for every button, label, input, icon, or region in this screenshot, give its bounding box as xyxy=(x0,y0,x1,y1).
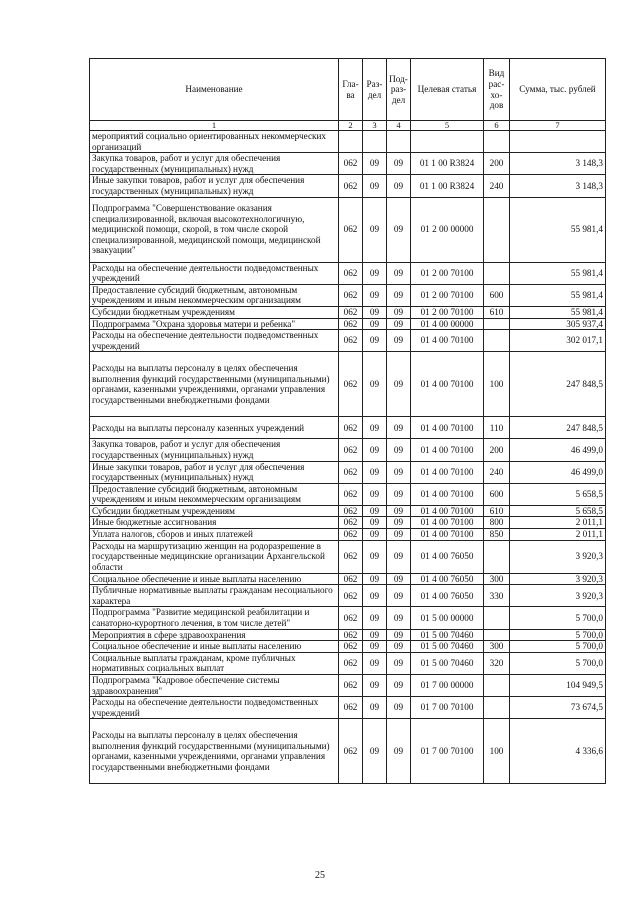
row-glava: 062 xyxy=(339,461,363,483)
row-podrazdel: 09 xyxy=(387,607,411,629)
row-vid: 610 xyxy=(484,306,510,318)
column-number: 6 xyxy=(484,121,510,131)
row-vid xyxy=(484,262,510,284)
row-razdel: 09 xyxy=(363,652,387,674)
row-vid: 200 xyxy=(484,153,510,175)
row-podrazdel: 09 xyxy=(387,483,411,505)
row-glava: 062 xyxy=(339,641,363,653)
row-name: Подпрограмма "Совершенствование оказания специализированной, включая высокотехнологичную, медицинской помощи, скорой, в том числе скорой специализированной, медицинской помощи, медицинской эвакуации" xyxy=(90,197,339,262)
row-glava: 062 xyxy=(339,505,363,517)
row-vid xyxy=(484,697,510,719)
row-glava: 062 xyxy=(339,629,363,641)
row-target: 01 2 00 00000 xyxy=(411,197,484,262)
table-row xyxy=(90,719,606,784)
row-sum: 5 658,5 xyxy=(510,483,606,505)
page-number: 25 xyxy=(315,870,325,881)
row-glava: 062 xyxy=(339,153,363,175)
row-vid: 300 xyxy=(484,641,510,653)
header-name: Наименование xyxy=(90,59,339,121)
row-target: 01 2 00 70100 xyxy=(411,262,484,284)
row-glava: 062 xyxy=(339,483,363,505)
row-razdel: 09 xyxy=(363,284,387,306)
row-name: Подпрограмма "Кадровое обеспечение системы здравоохранения" xyxy=(90,675,339,697)
row-target: 01 4 00 70100 xyxy=(411,483,484,505)
row-razdel: 09 xyxy=(363,573,387,585)
row-glava: 062 xyxy=(339,540,363,573)
row-target: 01 4 00 00000 xyxy=(411,318,484,330)
row-razdel: 09 xyxy=(363,675,387,697)
row-podrazdel: 09 xyxy=(387,719,411,784)
row-target: 01 4 00 70100 xyxy=(411,505,484,517)
row-name: Расходы на обеспечение деятельности подведомственных учреждений xyxy=(90,697,339,719)
table-row xyxy=(90,641,606,653)
row-glava: 062 xyxy=(339,197,363,262)
row-target: 01 1 00 R3824 xyxy=(411,153,484,175)
row-glava: 062 xyxy=(339,417,363,439)
row-sum: 104 949,5 xyxy=(510,675,606,697)
row-vid xyxy=(484,629,510,641)
row-razdel xyxy=(363,131,387,153)
row-name: Закупка товаров, работ и услуг для обеспечения государственных (муниципальных) нужд xyxy=(90,153,339,175)
table-row xyxy=(90,652,606,674)
row-name: Закупка товаров, работ и услуг для обеспечения государственных (муниципальных) нужд xyxy=(90,439,339,461)
row-glava: 062 xyxy=(339,529,363,541)
row-vid xyxy=(484,197,510,262)
row-razdel: 09 xyxy=(363,483,387,505)
row-glava: 062 xyxy=(339,697,363,719)
table-row xyxy=(90,573,606,585)
table-row xyxy=(90,675,606,697)
row-name: Подпрограмма "Охрана здоровья матери и ребенка" xyxy=(90,318,339,330)
row-vid: 320 xyxy=(484,652,510,674)
table-row xyxy=(90,585,606,607)
row-target: 01 7 00 70100 xyxy=(411,697,484,719)
table-row xyxy=(90,330,606,352)
row-razdel: 09 xyxy=(363,461,387,483)
column-number: 1 xyxy=(90,121,339,131)
table-row xyxy=(90,352,606,417)
column-number: 4 xyxy=(387,121,411,131)
row-sum: 305 937,4 xyxy=(510,318,606,330)
row-vid: 610 xyxy=(484,505,510,517)
row-razdel: 09 xyxy=(363,607,387,629)
row-vid xyxy=(484,131,510,153)
row-razdel: 09 xyxy=(363,417,387,439)
table-row xyxy=(90,284,606,306)
row-sum: 302 017,1 xyxy=(510,330,606,352)
row-podrazdel: 09 xyxy=(387,517,411,529)
row-target: 01 5 00 00000 xyxy=(411,607,484,629)
table-row xyxy=(90,262,606,284)
row-sum: 3 920,3 xyxy=(510,540,606,573)
row-sum: 46 499,0 xyxy=(510,439,606,461)
row-razdel: 09 xyxy=(363,505,387,517)
row-glava: 062 xyxy=(339,352,363,417)
row-vid: 100 xyxy=(484,352,510,417)
row-sum: 73 674,5 xyxy=(510,697,606,719)
row-podrazdel: 09 xyxy=(387,652,411,674)
header-target: Целевая статья xyxy=(411,59,484,121)
row-razdel: 09 xyxy=(363,529,387,541)
table-row xyxy=(90,197,606,262)
row-razdel: 09 xyxy=(363,197,387,262)
row-sum: 5 700,0 xyxy=(510,641,606,653)
row-name: Публичные нормативные выплаты гражданам несоциального характера xyxy=(90,585,339,607)
column-number: 3 xyxy=(363,121,387,131)
row-podrazdel xyxy=(387,131,411,153)
row-name: Субсидии бюджетным учреждениям xyxy=(90,505,339,517)
row-name: Расходы на выплаты персоналу в целях обеспечения выполнения функций государственными (муниципальными) органами, казенными учреждениями, органами управления государственными внебюджетными фондами xyxy=(90,719,339,784)
table-row xyxy=(90,629,606,641)
row-name: Расходы на обеспечение деятельности подведомственных учреждений xyxy=(90,330,339,352)
row-name: Подпрограмма "Развитие медицинской реабилитации и санаторно-курортного лечения, в том числе детей" xyxy=(90,607,339,629)
row-sum: 4 336,6 xyxy=(510,719,606,784)
row-podrazdel: 09 xyxy=(387,529,411,541)
row-razdel: 09 xyxy=(363,719,387,784)
row-target: 01 4 00 70100 xyxy=(411,330,484,352)
row-target: 01 4 00 70100 xyxy=(411,352,484,417)
row-sum: 55 981,4 xyxy=(510,306,606,318)
row-target xyxy=(411,131,484,153)
row-podrazdel: 09 xyxy=(387,641,411,653)
table-header-row xyxy=(90,59,606,121)
row-vid: 110 xyxy=(484,417,510,439)
row-podrazdel: 09 xyxy=(387,262,411,284)
row-razdel: 09 xyxy=(363,175,387,197)
row-sum: 55 981,4 xyxy=(510,262,606,284)
header-podrazdel: Под-раз-дел xyxy=(387,59,411,121)
row-sum: 3 920,3 xyxy=(510,585,606,607)
row-sum: 2 011,1 xyxy=(510,529,606,541)
table-row xyxy=(90,439,606,461)
row-glava: 062 xyxy=(339,262,363,284)
row-glava: 062 xyxy=(339,318,363,330)
row-vid xyxy=(484,330,510,352)
row-glava: 062 xyxy=(339,652,363,674)
row-razdel: 09 xyxy=(363,629,387,641)
table-row xyxy=(90,306,606,318)
row-sum: 5 658,5 xyxy=(510,505,606,517)
row-vid xyxy=(484,318,510,330)
column-number-row xyxy=(90,121,606,131)
row-sum: 3 148,3 xyxy=(510,153,606,175)
row-vid: 200 xyxy=(484,439,510,461)
row-name: Иные бюджетные ассигнования xyxy=(90,517,339,529)
row-target: 01 5 00 70460 xyxy=(411,629,484,641)
row-target: 01 4 00 70100 xyxy=(411,529,484,541)
row-name: Социальное обеспечение и иные выплаты населению xyxy=(90,641,339,653)
table-row xyxy=(90,417,606,439)
row-podrazdel: 09 xyxy=(387,284,411,306)
header-razdel: Раз-дел xyxy=(363,59,387,121)
row-vid: 240 xyxy=(484,175,510,197)
row-vid: 100 xyxy=(484,719,510,784)
row-target: 01 2 00 70100 xyxy=(411,284,484,306)
row-glava: 062 xyxy=(339,607,363,629)
row-podrazdel: 09 xyxy=(387,629,411,641)
row-glava: 062 xyxy=(339,675,363,697)
header-vid: Вид рас-хо-дов xyxy=(484,59,510,121)
row-glava: 062 xyxy=(339,284,363,306)
row-podrazdel: 09 xyxy=(387,417,411,439)
row-razdel: 09 xyxy=(363,439,387,461)
row-vid: 330 xyxy=(484,585,510,607)
row-target: 01 4 00 76050 xyxy=(411,585,484,607)
row-podrazdel: 09 xyxy=(387,197,411,262)
row-sum: 55 981,4 xyxy=(510,284,606,306)
row-podrazdel: 09 xyxy=(387,439,411,461)
row-name: Иные закупки товаров, работ и услуг для обеспечения государственных (муниципальных) нужд xyxy=(90,175,339,197)
row-vid: 600 xyxy=(484,284,510,306)
row-podrazdel: 09 xyxy=(387,573,411,585)
column-number: 2 xyxy=(339,121,363,131)
row-podrazdel: 09 xyxy=(387,461,411,483)
row-vid xyxy=(484,540,510,573)
header-sum: Сумма, тыс. рублей xyxy=(510,59,606,121)
row-razdel: 09 xyxy=(363,540,387,573)
row-podrazdel: 09 xyxy=(387,675,411,697)
row-vid: 240 xyxy=(484,461,510,483)
row-vid: 600 xyxy=(484,483,510,505)
row-sum: 5 700,0 xyxy=(510,629,606,641)
row-vid xyxy=(484,607,510,629)
row-target: 01 4 00 70100 xyxy=(411,439,484,461)
table-row xyxy=(90,318,606,330)
table-row xyxy=(90,505,606,517)
row-target: 01 5 00 70460 xyxy=(411,652,484,674)
row-glava: 062 xyxy=(339,585,363,607)
row-sum: 55 981,4 xyxy=(510,197,606,262)
row-glava: 062 xyxy=(339,517,363,529)
row-name: Субсидии бюджетным учреждениям xyxy=(90,306,339,318)
table-row xyxy=(90,540,606,573)
row-target: 01 5 00 70460 xyxy=(411,641,484,653)
row-razdel: 09 xyxy=(363,262,387,284)
row-sum: 3 148,3 xyxy=(510,175,606,197)
row-sum: 247 848,5 xyxy=(510,417,606,439)
row-target: 01 4 00 76050 xyxy=(411,540,484,573)
row-glava xyxy=(339,131,363,153)
row-target: 01 7 00 00000 xyxy=(411,675,484,697)
row-razdel: 09 xyxy=(363,641,387,653)
table-row xyxy=(90,461,606,483)
row-razdel: 09 xyxy=(363,585,387,607)
row-target: 01 4 00 70100 xyxy=(411,517,484,529)
row-podrazdel: 09 xyxy=(387,318,411,330)
row-name: Расходы на обеспечение деятельности подведомственных учреждений xyxy=(90,262,339,284)
row-podrazdel: 09 xyxy=(387,175,411,197)
row-target: 01 4 00 76050 xyxy=(411,573,484,585)
row-vid: 800 xyxy=(484,517,510,529)
row-vid: 850 xyxy=(484,529,510,541)
row-podrazdel: 09 xyxy=(387,352,411,417)
table-row xyxy=(90,517,606,529)
column-number: 7 xyxy=(510,121,606,131)
row-glava: 062 xyxy=(339,719,363,784)
row-sum: 2 011,1 xyxy=(510,517,606,529)
column-number: 5 xyxy=(411,121,484,131)
row-razdel: 09 xyxy=(363,517,387,529)
header-glava: Гла-ва xyxy=(339,59,363,121)
row-glava: 062 xyxy=(339,330,363,352)
row-name: Социальное обеспечение и иные выплаты населению xyxy=(90,573,339,585)
row-glava: 062 xyxy=(339,306,363,318)
row-podrazdel: 09 xyxy=(387,153,411,175)
row-name: Предоставление субсидий бюджетным, автономным учреждениям и иным некоммерческим организациям xyxy=(90,284,339,306)
table-row xyxy=(90,529,606,541)
row-glava: 062 xyxy=(339,175,363,197)
row-name: Расходы на маршрутизацию женщин на родоразрешение в государственные медицинские организации Архангельской области xyxy=(90,540,339,573)
row-sum: 3 920,3 xyxy=(510,573,606,585)
row-razdel: 09 xyxy=(363,330,387,352)
row-name: Иные закупки товаров, работ и услуг для обеспечения государственных (муниципальных) нужд xyxy=(90,461,339,483)
row-target: 01 7 00 70100 xyxy=(411,719,484,784)
row-name: Расходы на выплаты персоналу казенных учреждений xyxy=(90,417,339,439)
row-sum: 5 700,0 xyxy=(510,607,606,629)
table-row xyxy=(90,483,606,505)
table-row xyxy=(90,175,606,197)
row-target: 01 1 00 R3824 xyxy=(411,175,484,197)
row-name: Расходы на выплаты персоналу в целях обеспечения выполнения функций государственными (муниципальными) органами, казенными учреждениями, органами управления государственными внебюджетными фондами xyxy=(90,352,339,417)
row-podrazdel: 09 xyxy=(387,505,411,517)
row-sum: 247 848,5 xyxy=(510,352,606,417)
row-sum: 46 499,0 xyxy=(510,461,606,483)
row-razdel: 09 xyxy=(363,697,387,719)
row-sum: 5 700,0 xyxy=(510,652,606,674)
row-name: Предоставление субсидий бюджетным, автономным учреждениям и иным некоммерческим организациям xyxy=(90,483,339,505)
row-razdel: 09 xyxy=(363,306,387,318)
row-name: Социальные выплаты гражданам, кроме публичных нормативных социальных выплат xyxy=(90,652,339,674)
row-podrazdel: 09 xyxy=(387,306,411,318)
table-row xyxy=(90,607,606,629)
row-glava: 062 xyxy=(339,573,363,585)
row-razdel: 09 xyxy=(363,352,387,417)
table-row xyxy=(90,131,606,153)
row-razdel: 09 xyxy=(363,153,387,175)
table-row xyxy=(90,697,606,719)
row-sum xyxy=(510,131,606,153)
row-name: мероприятий социально ориентированных некоммерческих организаций xyxy=(90,131,339,153)
row-name: Мероприятия в сфере здравоохранения xyxy=(90,629,339,641)
row-vid: 300 xyxy=(484,573,510,585)
row-podrazdel: 09 xyxy=(387,697,411,719)
row-razdel: 09 xyxy=(363,318,387,330)
table-row xyxy=(90,153,606,175)
row-podrazdel: 09 xyxy=(387,330,411,352)
row-podrazdel: 09 xyxy=(387,540,411,573)
row-name: Уплата налогов, сборов и иных платежей xyxy=(90,529,339,541)
row-target: 01 4 00 70100 xyxy=(411,461,484,483)
row-glava: 062 xyxy=(339,439,363,461)
row-target: 01 4 00 70100 xyxy=(411,417,484,439)
row-podrazdel: 09 xyxy=(387,585,411,607)
row-vid xyxy=(484,675,510,697)
row-target: 01 2 00 70100 xyxy=(411,306,484,318)
budget-table xyxy=(89,58,606,784)
